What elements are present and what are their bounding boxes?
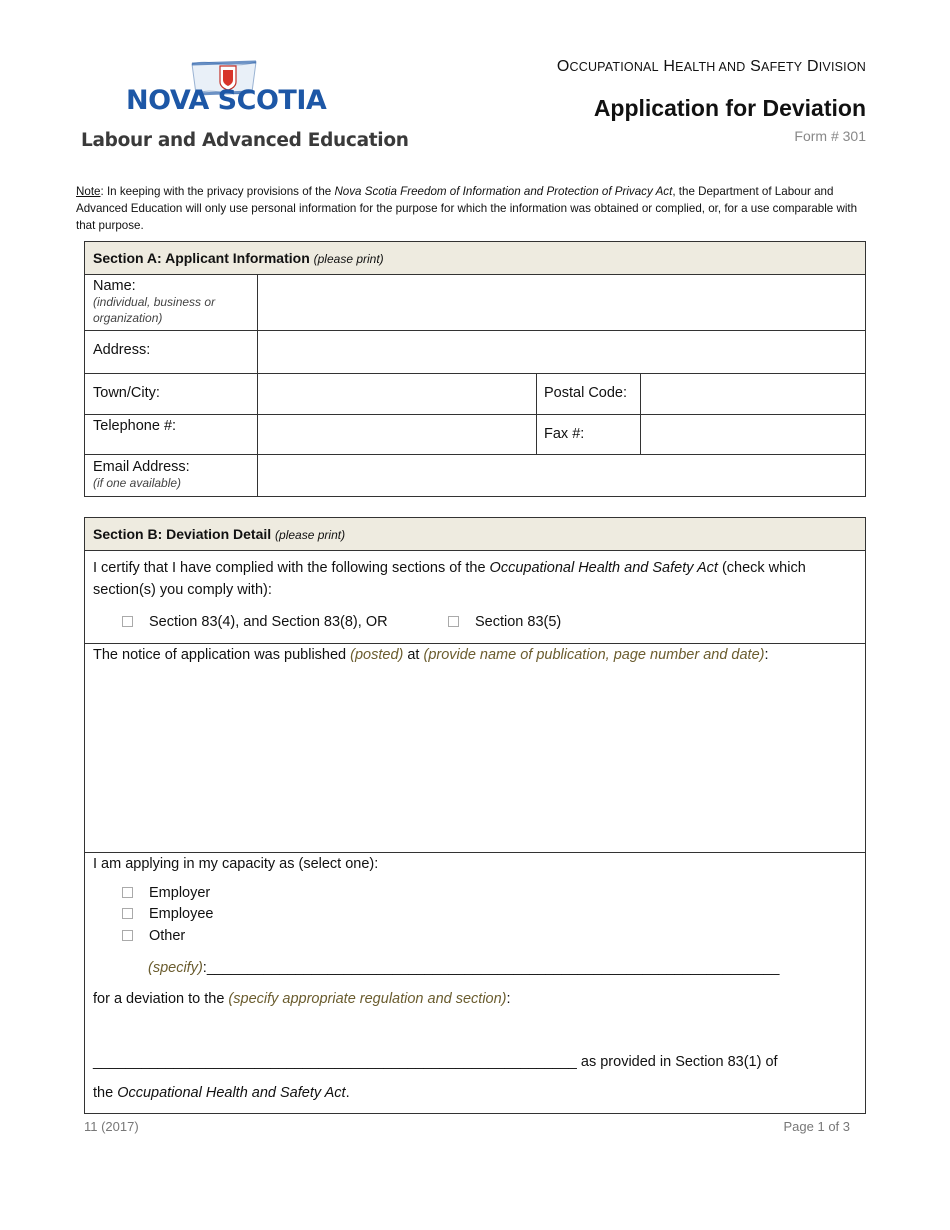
closing-text: the Occupational Health and Safety Act. — [93, 1085, 350, 1101]
note-label: Note — [76, 185, 101, 198]
town-label: Town/City: — [93, 385, 160, 401]
telephone-label: Telephone #: — [93, 418, 177, 434]
phone-row — [85, 415, 865, 455]
postal-code-label: Postal Code: — [544, 385, 628, 401]
department-name: Labour and Advanced Education — [81, 130, 409, 151]
section-b-deviation-detail — [84, 517, 866, 1114]
checkbox-icon[interactable] — [122, 930, 133, 941]
section-a-applicant-info — [84, 241, 866, 497]
form-number: Form # 301 — [794, 128, 866, 144]
privacy-act-name: Nova Scotia Freedom of Information and Protection of Privacy Act — [334, 185, 673, 198]
page-number: Page 1 of 3 — [783, 1119, 850, 1134]
notice-field[interactable] — [85, 668, 865, 852]
checkbox-icon[interactable] — [122, 908, 133, 919]
address-field[interactable] — [258, 331, 865, 373]
capacity-label: I am applying in my capacity as (select one): — [93, 856, 379, 872]
address-label: Address: — [93, 342, 151, 358]
specify-other-line[interactable]: (specify):_______________________________________________________________________ — [148, 960, 780, 976]
fax-label: Fax #: — [544, 426, 585, 442]
certify-text: I certify that I have complied with the following sections of the Occupational Health and Safety Act (check which section(s) you comply with): — [93, 560, 806, 598]
deviation-label: for a deviation to the (specify appropriate regulation and section): — [93, 991, 511, 1007]
name-hint: (individual, business or organization) — [93, 295, 216, 325]
section-a-header: Section A: Applicant Information (please print) — [85, 242, 865, 275]
notice-row — [85, 644, 865, 853]
ohs-act-name: Occupational Health and Safety Act — [489, 560, 718, 576]
option-employee[interactable]: Employee — [122, 903, 213, 925]
capacity-row — [85, 853, 865, 1114]
town-row — [85, 374, 865, 415]
email-field[interactable] — [258, 455, 865, 497]
section-b-header: Section B: Deviation Detail (please print) — [85, 518, 865, 551]
option-section-83-4[interactable]: Section 83(4), and Section 83(8), OR — [122, 611, 388, 633]
form-revision: 11 (2017) — [84, 1119, 139, 1134]
telephone-field[interactable] — [258, 415, 536, 454]
nova-scotia-logo — [80, 58, 409, 158]
provided-line[interactable]: ____________________________________________________________ as provided in Section 83(1) of — [93, 1054, 778, 1070]
option-section-83-5[interactable]: Section 83(5) — [448, 611, 561, 633]
email-row — [85, 455, 865, 497]
address-row — [85, 331, 865, 374]
option-other[interactable]: Other — [122, 925, 185, 947]
name-row — [85, 275, 865, 331]
email-hint: (if one available) — [93, 476, 182, 490]
checkbox-icon[interactable] — [122, 616, 133, 627]
notice-text: The notice of application was published (posted) at (provide name of publication, page number and date): — [93, 647, 769, 663]
logo-wordmark: NOVA SCOTIA — [126, 85, 327, 116]
page-title: Application for Deviation — [593, 95, 866, 121]
checkbox-icon[interactable] — [448, 616, 459, 627]
fax-field[interactable] — [641, 415, 865, 454]
option-employer[interactable]: Employer — [122, 882, 210, 904]
name-field[interactable] — [258, 275, 865, 330]
name-label: Name: (individual, business or organization) — [93, 278, 253, 326]
town-field[interactable] — [258, 374, 536, 414]
email-label: Email Address: (if one available) — [93, 459, 190, 490]
privacy-note: Note: In keeping with the privacy provisions of the Nova Scotia Freedom of Information and Protection of Privacy Act, the Department of Labour and Advanced Education will only use personal information for the purpose for which the information was obtained or complied, or, for a use comparable with that purpose. — [76, 185, 858, 232]
certify-row — [85, 551, 865, 644]
checkbox-icon[interactable] — [122, 887, 133, 898]
postal-code-field[interactable] — [641, 374, 865, 414]
division-name: OCCUPATIONAL HEALTH AND SAFETY DIVISION — [556, 58, 866, 75]
